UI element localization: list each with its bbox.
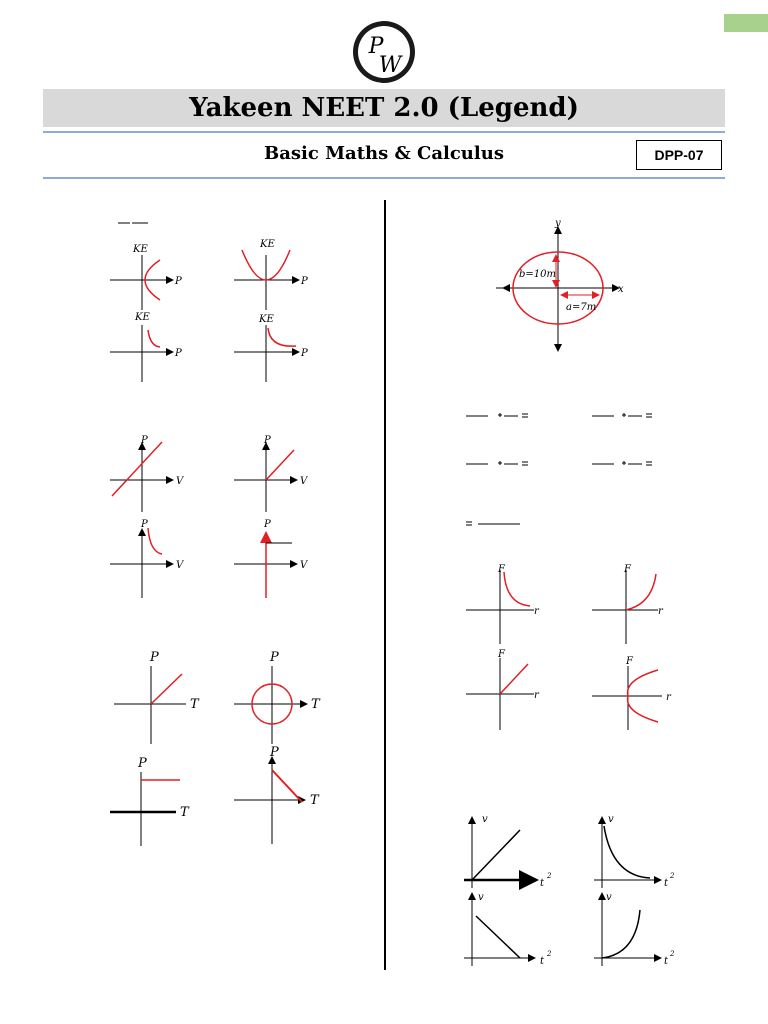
pt-d-ylabel: P	[270, 745, 279, 760]
ke-a-xlabel: P	[175, 276, 182, 287]
ellipse-b-label: b=10m	[519, 269, 556, 280]
ke-a-ylabel: KE	[133, 244, 148, 255]
title-band	[43, 89, 725, 127]
header-rule-top	[43, 131, 725, 133]
ke-c-xlabel: P	[175, 348, 182, 359]
logo-letter-p: P	[368, 34, 384, 59]
pv-graph-a	[110, 435, 185, 512]
vt-d-ylabel: v	[606, 892, 612, 903]
pv-a-ylabel: P	[141, 435, 148, 446]
page-subtitle: Basic Maths & Calculus	[264, 143, 504, 164]
vt-b-xsup: 2	[670, 872, 675, 880]
pv-graph-d	[234, 519, 309, 598]
fr-d-ylabel: F	[626, 656, 633, 667]
pv-d-ylabel: P	[264, 519, 271, 530]
pv-graph-c	[110, 519, 185, 598]
vt-c-xlabel: t	[540, 956, 545, 967]
vt-graph-d	[594, 892, 675, 967]
pt-b-ylabel: P	[270, 650, 279, 665]
vt-a-xsup: 2	[547, 872, 552, 880]
fr-b-ylabel: F	[624, 564, 631, 575]
fr-graph-b	[592, 564, 664, 644]
ke-b-xlabel: P	[301, 276, 308, 287]
fr-c-ylabel: F	[498, 649, 505, 660]
vt-d-xlabel: t	[664, 956, 669, 967]
fr-graph-a	[466, 564, 540, 644]
left-column-figures	[0, 200, 384, 880]
ke-d-xlabel: P	[301, 348, 308, 359]
page-title: Yakeen NEET 2.0 (Legend)	[189, 93, 579, 123]
ke-graph-a	[110, 244, 182, 310]
fr-a-xlabel: r	[534, 606, 539, 617]
right-column-figures	[386, 200, 768, 980]
pt-graph-a	[114, 650, 200, 744]
pv-b-ylabel: P	[264, 435, 271, 446]
vt-c-ylabel: v	[478, 892, 484, 903]
pv-b-xlabel: V	[300, 476, 308, 487]
ke-graph-b	[234, 239, 308, 310]
vt-graph-b	[594, 814, 675, 889]
vt-d-xsup: 2	[670, 950, 675, 958]
vt-graph-a	[464, 814, 552, 889]
pv-graph-b	[234, 435, 309, 512]
fr-b-xlabel: r	[658, 606, 663, 617]
pv-d-xlabel: V	[300, 560, 308, 571]
pt-b-xlabel: T	[311, 697, 320, 712]
pt-c-ylabel: P	[138, 756, 147, 771]
pt-graph-b	[234, 650, 321, 744]
vt-a-ylabel: v	[482, 814, 488, 825]
pt-c-xlabel: T	[180, 805, 189, 820]
fr-c-xlabel: r	[534, 690, 539, 701]
pv-a-xlabel: V	[176, 476, 184, 487]
vt-a-xlabel: t	[540, 878, 545, 889]
pt-graph-c	[110, 756, 190, 846]
pt-a-xlabel: T	[190, 697, 199, 712]
pt-graph-d	[234, 745, 320, 844]
vt-b-ylabel: v	[608, 814, 614, 825]
fr-graph-d	[592, 656, 672, 730]
ke-c-ylabel: KE	[135, 312, 150, 323]
ellipse-a-label: a=7m	[566, 302, 597, 313]
fr-a-ylabel: F	[498, 564, 505, 575]
header-rule-bottom	[43, 177, 725, 179]
ke-d-ylabel: KE	[259, 314, 274, 325]
ke-graph-d	[234, 314, 308, 382]
pt-d-xlabel: T	[310, 793, 319, 808]
pv-c-xlabel: V	[176, 560, 184, 571]
ke-graph-c	[110, 312, 182, 382]
vt-c-xsup: 2	[547, 950, 552, 958]
pv-c-ylabel: P	[141, 519, 148, 530]
dpp-badge: DPP-07	[636, 140, 722, 170]
vt-b-xlabel: t	[664, 878, 669, 889]
ellipse-figure	[496, 218, 624, 350]
ke-b-ylabel: KE	[260, 239, 275, 250]
corner-tab	[724, 14, 768, 32]
pt-a-ylabel: P	[150, 650, 159, 665]
logo-letter-w: W	[378, 53, 402, 78]
pw-logo	[352, 20, 416, 84]
blank-lines	[466, 413, 652, 525]
fr-d-xlabel: r	[666, 692, 671, 703]
fr-graph-c	[466, 649, 540, 730]
vt-graph-c	[464, 892, 552, 967]
ellipse-xlabel: x	[618, 284, 624, 295]
ellipse-ylabel: y	[555, 218, 561, 229]
